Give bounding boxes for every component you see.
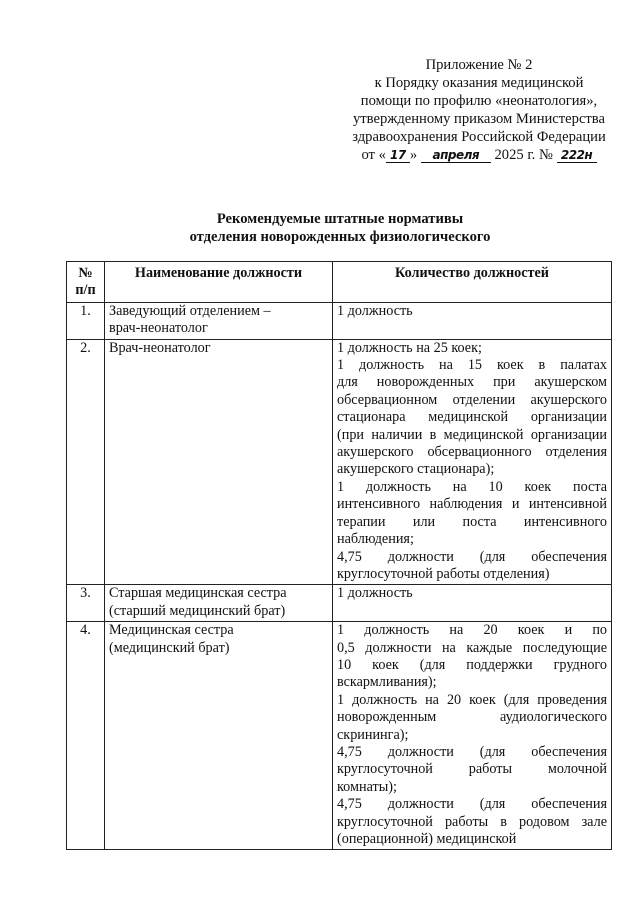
position-name-line: Заведующий отделением – — [109, 302, 271, 319]
header-position-count: Количество должностей — [333, 262, 612, 303]
count-line: круглосуточной работы в родовом зале — [337, 813, 607, 830]
appendix-line: помощи по профилю «неонатология», — [360, 93, 598, 110]
table-row — [67, 339, 612, 585]
count-line: терапии или поста интенсивного — [337, 513, 607, 530]
table-row — [67, 585, 612, 622]
order-number: 222н — [557, 149, 597, 163]
position-count — [333, 585, 612, 622]
count-line: стационара медицинской организации — [337, 409, 607, 426]
count-paragraph — [337, 622, 607, 692]
appendix-line: к Порядку оказания медицинской — [374, 75, 584, 92]
header-number — [67, 262, 105, 303]
count-line: комнаты); — [337, 778, 397, 795]
date-prefix: от « — [361, 147, 386, 164]
count-line: скрининга); — [337, 726, 409, 743]
appendix-line: Приложение № 2 — [425, 57, 533, 73]
title-line: отделения новорожденных физиологического — [189, 228, 491, 245]
count-line: (операционной) медицинской — [337, 831, 517, 847]
count-paragraph — [337, 692, 607, 744]
appendix-line: утвержденному приказом Министерства — [353, 111, 605, 128]
count-paragraph — [337, 796, 607, 848]
count-line: интенсивного наблюдения и интенсивной — [337, 496, 607, 513]
position-name — [105, 585, 333, 622]
count-line: 1 должность на 20 коек (для проведения — [337, 691, 607, 708]
count-paragraph — [337, 303, 607, 320]
count-paragraph — [337, 744, 607, 796]
count-paragraph — [337, 479, 607, 549]
position-name-line: (старший медицинский брат) — [109, 602, 286, 619]
table-row — [67, 622, 612, 850]
row-number: 4. — [67, 622, 105, 850]
header-number-line: п/п — [75, 282, 96, 299]
staffing-table — [66, 261, 612, 850]
appendix-date-line — [336, 146, 622, 164]
position-name-line: Медицинская сестра — [109, 622, 234, 639]
position-name — [105, 302, 333, 339]
count-line: 4,75 должности (для обеспечения — [337, 548, 607, 565]
count-line: акушерского обсервационного отделения — [337, 444, 607, 461]
position-count — [333, 339, 612, 585]
count-paragraph — [337, 549, 607, 584]
count-line: 1 должность — [337, 302, 413, 319]
row-number: 2. — [67, 339, 105, 585]
count-line: 4,75 должности (для обеспечения — [337, 743, 607, 760]
count-line: 1 должность на 15 коек в палатах — [337, 357, 607, 374]
date-month: апреля — [421, 149, 491, 163]
count-line: 1 должность на 20 коек и по — [337, 622, 607, 639]
table-row — [67, 302, 612, 339]
count-paragraph — [337, 340, 607, 357]
date-day: 17 — [386, 149, 410, 163]
position-count — [333, 622, 612, 850]
position-name-line: Старшая медицинская сестра — [109, 585, 287, 602]
header-number-line: № — [78, 265, 93, 281]
position-name — [105, 622, 333, 850]
count-line: 1 должность на 10 коек поста — [337, 478, 607, 495]
count-line: круглосуточной работы отделения) — [337, 565, 550, 582]
count-paragraph — [337, 357, 607, 479]
table-header-row — [67, 262, 612, 303]
count-line: (при наличии в медицинской организации — [337, 426, 607, 443]
count-line: для новорожденных при акушерском — [337, 374, 607, 391]
position-count — [333, 302, 612, 339]
count-paragraph — [337, 585, 607, 602]
count-line: 1 должность на 25 коек; — [337, 339, 482, 356]
position-name-line: (медицинский брат) — [109, 639, 230, 656]
count-line: обсервационном отделении акушерского — [337, 391, 607, 408]
date-mid: » — [409, 147, 418, 164]
table-body — [67, 302, 612, 850]
count-line: акушерского стационара); — [337, 461, 495, 478]
appendix-block — [336, 56, 622, 165]
position-name — [105, 339, 333, 585]
position-name-line: Врач-неонатолог — [109, 339, 211, 356]
count-line: 0,5 должности на каждые последующие — [337, 639, 607, 656]
count-line: наблюдения; — [337, 531, 414, 548]
date-year: 2025 г. № — [494, 147, 553, 164]
title-line: Рекомендуемые штатные нормативы — [216, 211, 464, 227]
count-line: новорожденным аудиологического — [337, 709, 607, 726]
count-line: круглосуточной работы молочной — [337, 761, 607, 778]
count-line: 4,75 должности (для обеспечения — [337, 796, 607, 813]
row-number: 3. — [67, 585, 105, 622]
row-number: 1. — [67, 302, 105, 339]
header-position-name: Наименование должности — [105, 262, 333, 303]
appendix-line: здравоохранения Российской Федерации — [352, 129, 606, 146]
document-title — [60, 211, 620, 246]
count-line: 10 коек (для поддержки грудного — [337, 656, 607, 673]
count-line: вскармливания); — [337, 674, 437, 691]
position-name-line: врач-неонатолог — [109, 320, 208, 337]
count-line: 1 должность — [337, 585, 413, 602]
